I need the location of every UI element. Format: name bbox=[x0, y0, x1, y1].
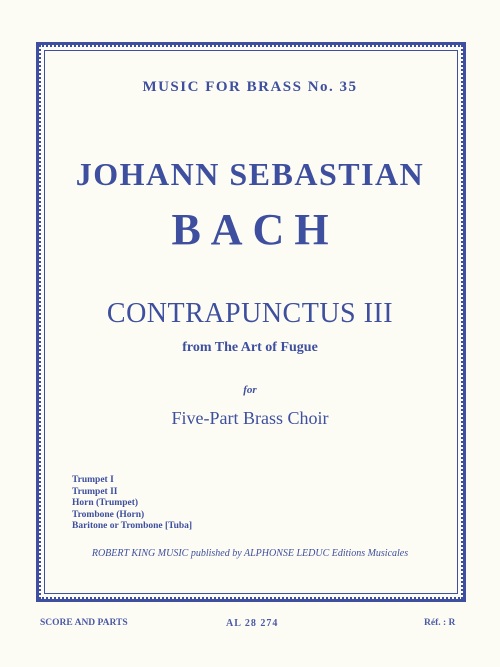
instrument-list bbox=[72, 475, 192, 533]
edition-type: SCORE AND PARTS bbox=[40, 618, 128, 628]
instrument-item: Horn (Trumpet) bbox=[72, 498, 139, 508]
ensemble-name: Five-Part Brass Choir bbox=[171, 408, 329, 428]
reference-code: Réf. : R bbox=[424, 618, 456, 628]
composer-first-names: JOHANN SEBASTIAN bbox=[75, 156, 425, 192]
catalog-number: AL 28 274 bbox=[226, 618, 279, 629]
for-label: for bbox=[243, 384, 257, 396]
instrument-item: Trumpet I bbox=[72, 475, 114, 485]
instrument-item: Trombone (Horn) bbox=[72, 509, 145, 520]
composer-last-name: BACH bbox=[171, 205, 339, 254]
series-title: MUSIC FOR BRASS No. 35 bbox=[142, 79, 358, 95]
instrument-item: Trumpet II bbox=[72, 486, 118, 497]
work-subtitle: from The Art of Fugue bbox=[182, 340, 318, 355]
instrument-item: Baritone or Trombone [Tuba] bbox=[72, 521, 193, 531]
work-title: CONTRAPUNCTUS III bbox=[106, 298, 394, 329]
publisher-line: ROBERT KING MUSIC published by ALPHONSE LEDUC Editions Musicales bbox=[91, 548, 409, 559]
